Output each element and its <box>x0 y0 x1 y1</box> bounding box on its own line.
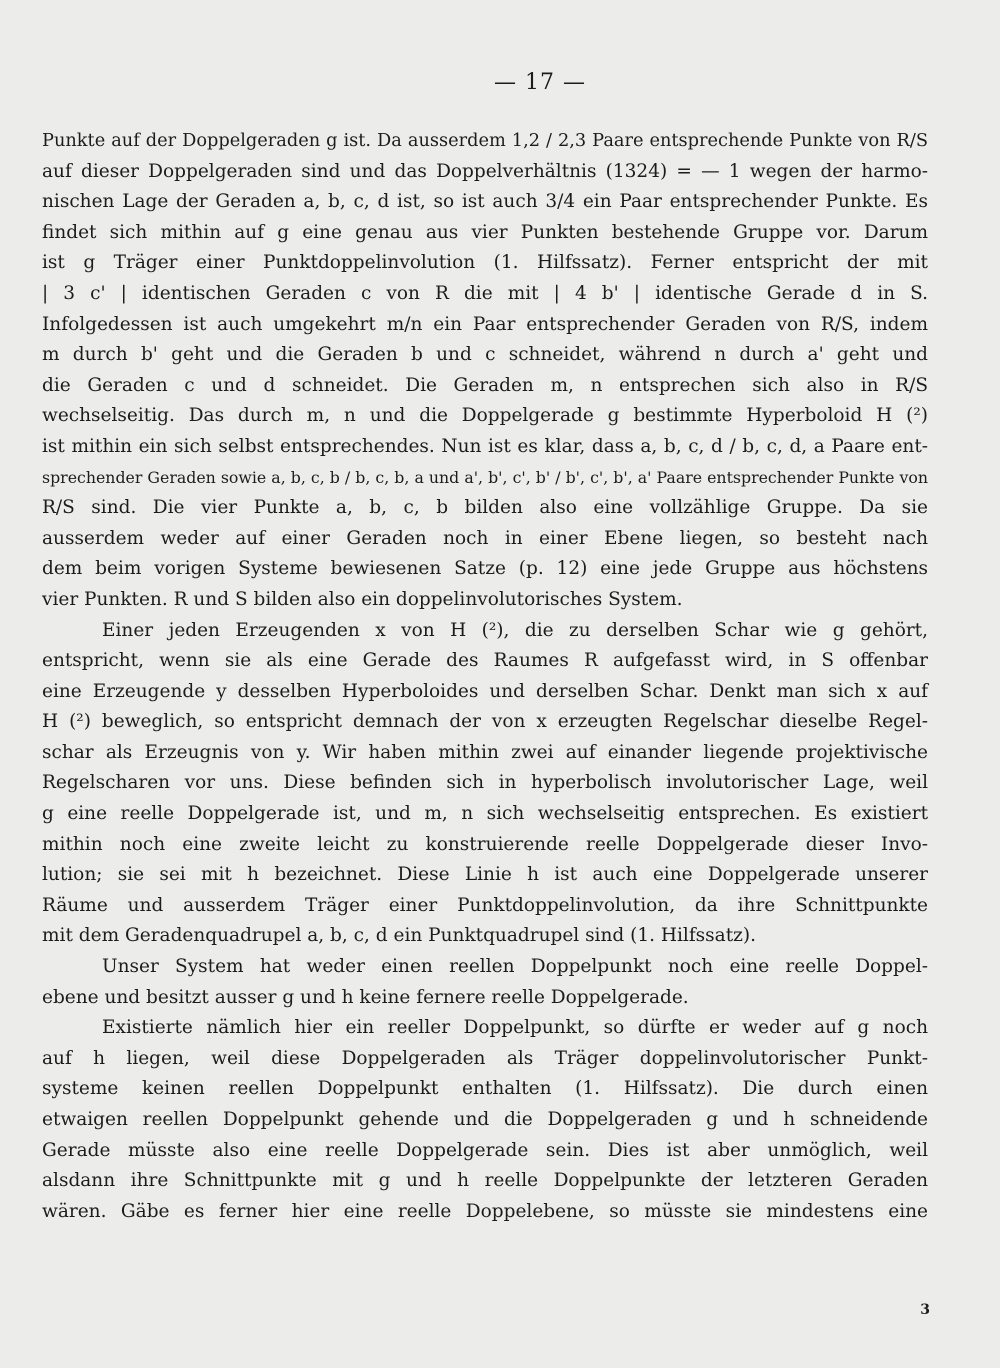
text-line: auf h liegen, weil diese Doppelgeraden als Träger doppelinvolutorischer Punkt- <box>42 1047 928 1069</box>
text-line: Einer jeden Erzeugenden x von H (²), die zu derselben Schar wie g gehört, <box>102 619 928 641</box>
text-line: H (²) beweglich, so entspricht demnach der von x erzeugten Regelschar dieselbe Regel- <box>42 711 928 733</box>
text-line: mithin noch eine zweite leicht zu konstruierende reelle Doppelgerade dieser Invo- <box>42 833 928 855</box>
text-line: R/S sind. Die vier Punkte a, b, c, b bilden also eine vollzählige Gruppe. Da sie <box>42 497 928 519</box>
text-line: ausserdem weder auf einer Geraden noch in einer Ebene liegen, so besteht nach <box>42 527 928 549</box>
text-line: mit dem Geradenquadrupel a, b, c, d ein Punktquadrupel sind (1. Hilfssatz). <box>42 925 756 947</box>
text-line: wären. Gäbe es ferner hier eine reelle Doppelebene, so müsste sie mindestens eine <box>42 1200 928 1222</box>
text-line: systeme keinen reellen Doppelpunkt enthalten (1. Hilfssatz). Die durch einen <box>42 1078 928 1100</box>
text-line: g eine reelle Doppelgerade ist, und m, n sich wechselseitig entsprechen. Es existiert <box>42 803 928 825</box>
text-line: ist g Träger einer Punktdoppelinvolution (1. Hilfssatz). Ferner entspricht der mit <box>42 252 928 274</box>
text-line: etwaigen reellen Doppelpunkt gehende und die Doppelgeraden g und h schneidende <box>42 1109 928 1130</box>
text-line: auf dieser Doppelgeraden sind und das Doppelverhältnis (1324) = — 1 wegen der harmo- <box>42 160 928 182</box>
text-line: sprechender Geraden sowie a, b, c, b / b, c, b, a und a', b', c', b' / b', c', b', a' Paare entsprechender Punkte von <box>42 467 928 487</box>
text-line: Gerade müsste also eine reelle Doppelgerade sein. Dies ist aber unmöglich, weil <box>42 1139 928 1161</box>
text-line: | 3 c' | identischen Geraden c von R die mit | 4 b' | identische Gerade d in S. <box>42 282 928 304</box>
text-line: die Geraden c und d schneidet. Die Geraden m, n entsprechen sich also in R/S <box>42 374 928 396</box>
body-text <box>42 126 928 1227</box>
text-line: Infolgedessen ist auch umgekehrt m/n ein Paar entsprechender Geraden von R/S, indem <box>42 313 928 335</box>
page-number: — 17 — <box>494 70 586 95</box>
text-line: Unser System hat weder einen reellen Doppelpunkt noch eine reelle Doppel- <box>102 956 928 978</box>
text-line: ist mithin ein sich selbst entsprechendes. Nun ist es klar, dass a, b, c, d / b, c, d, a Paare ent- <box>42 435 928 457</box>
text-line: vier Punkten. R und S bilden also ein doppelinvolutorisches System. <box>42 588 683 610</box>
text-line: Existierte nämlich hier ein reeller Doppelpunkt, so dürfte er weder auf g noch <box>102 1017 928 1039</box>
text-line: findet sich mithin auf g eine genau aus vier Punkten bestehende Gruppe vor. Darum <box>42 221 928 243</box>
text-line: nischen Lage der Geraden a, b, c, d ist, so ist auch 3/4 ein Paar entsprechender Punkte. Es <box>42 191 928 213</box>
text-line: m durch b' geht und die Geraden b und c schneidet, während n durch a' geht und <box>42 344 928 366</box>
text-line: Räume und ausserdem Träger einer Punktdoppelinvolution, da ihre Schnittpunkte <box>42 894 928 916</box>
text-line: wechselseitig. Das durch m, n und die Doppelgerade g bestimmte Hyperboloid H (²) <box>42 405 928 427</box>
signature-mark: 3 <box>920 1302 930 1318</box>
text-line: schar als Erzeugnis von y. Wir haben mithin zwei auf einander liegende projektivische <box>42 741 928 763</box>
text-line: alsdann ihre Schnittpunkte mit g und h reelle Doppelpunkte der letzteren Geraden <box>42 1170 928 1192</box>
text-line: Regelscharen vor uns. Diese befinden sich in hyperbolisch involutorischer Lage, weil <box>42 772 928 794</box>
text-line: ebene und besitzt ausser g und h keine fernere reelle Doppelgerade. <box>42 986 689 1008</box>
text-line: eine Erzeugende y desselben Hyperboloides und derselben Schar. Denkt man sich x auf <box>42 680 928 702</box>
text-line: dem beim vorigen Systeme bewiesenen Satze (p. 12) eine jede Gruppe aus höchstens <box>42 558 928 580</box>
text-line: lution; sie sei mit h bezeichnet. Diese Linie h ist auch eine Doppelgerade unserer <box>42 864 928 886</box>
text-line: Punkte auf der Doppelgeraden g ist. Da ausserdem 1,2 / 2,3 Paare entsprechende Punkte von R/S <box>42 131 928 151</box>
text-line: entspricht, wenn sie als eine Gerade des Raumes R aufgefasst wird, in S offenbar <box>42 650 928 672</box>
